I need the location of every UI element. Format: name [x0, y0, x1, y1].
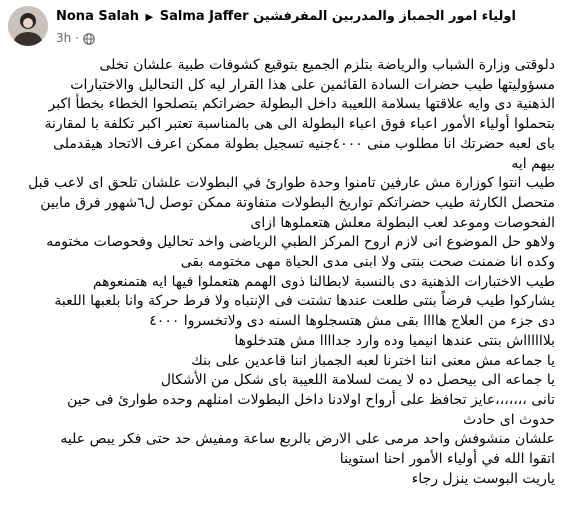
- group-name[interactable]: اولياء امور الجمباز والمدربين المفرفشين: [253, 9, 516, 24]
- post-text-line: دلوقتى وزارة الشباب والرياضة بتلزم الجميع بتوقيع كشوفات طبية علشان تخلى: [99, 57, 555, 73]
- post-text-line: بلااااااش بنتى عندها انيميا وده وارد جداااا مش هتدخلوها: [234, 332, 555, 349]
- post-text-line: الفحوصات وموعد لعب البطولة معلش هتعملوها ازاى: [250, 214, 555, 231]
- post-text-line: يا جماعه الى بيحصل ده لا يمت لسلامة اللعيبة باى شكل من الأشكال: [160, 372, 555, 389]
- post-text-line: بتحملوا أولياء الأمور اعباء فوق اعباء البطولة الى هى بالمناسبة تعتبر اكبر تكلفة با لمقارنة: [44, 116, 555, 133]
- post-text-line: يشاركوا طيب فرضاً بنتى طلعت عندها تشتت فى الإنتباه ولا فرط حركة وانا بلعبها اللعبة: [54, 293, 555, 310]
- post-text-line: ولاهو حل الموضوع انى لازم اروح المركز الطبي الرياضى واخد تحاليل وفحوصات مختومه: [46, 234, 555, 251]
- avatar-photo-icon: [8, 6, 48, 46]
- recipient-name[interactable]: Salma Jaffer: [159, 9, 249, 24]
- avatar[interactable]: [8, 6, 48, 46]
- post-text-line: دى جزء من العلاج هاااا بقى مش هتسجلوها السنه دى ولاتخسروا ٤٠٠٠: [149, 313, 555, 330]
- post-text-line: بيهم ايه: [511, 155, 555, 172]
- post-text-line: متحصل الكارثة طيب حضراتكم تواريخ البطولات متفاوتة ممكن توصل ل٦شهور فرق مابين: [40, 194, 555, 211]
- post-text-line: وكده انا ضمنت صحت بنتى ولا ابنى مدى الحياة مهى مختومه بقى: [180, 254, 555, 271]
- post-text-line: باى لعبه حضرتك انا مطلوب منى ٤٠٠٠جنيه تسجيل بطولة ممكن اعرف الاتحاد هيقدملى: [53, 135, 555, 152]
- meta-separator: ·: [75, 31, 80, 45]
- share-arrow-icon: ▶: [145, 12, 154, 23]
- post-text-line: حدوث اى حادث: [462, 411, 555, 428]
- post-text-line: يا جماعه مش معنى اننا اخترنا لعبه الجمباز اننا قاعدين على بنك: [191, 352, 555, 369]
- post-text-line: الذهنية دى وايه علاقتها بسلامة اللعيبة داخل البطولة حضراتكم بتصلحوا الخطاء بخطأ اكبر: [48, 96, 555, 113]
- author-line: [56, 8, 561, 27]
- author-name[interactable]: Nona Salah: [56, 9, 139, 24]
- post-meta: [56, 8, 561, 50]
- post-text-line: طيب الاختبارات الذهنية دى بالنسبة لابطالنا ذوى الهمم هتعملوا فيها ايه هتمنعوهم: [92, 273, 555, 290]
- post-text-line: ياريت البوست ينزل رجاء: [411, 470, 555, 487]
- post-text-line: اتقوا الله في أولياء الأمور احنا استوينا: [339, 451, 555, 468]
- globe-icon: [83, 32, 95, 50]
- post-text-line: مسؤوليتها طيب حضرات السادة القائمين على هذا القرار ليه كل التحاليل والاختبارات: [70, 76, 555, 93]
- post-subline: [56, 29, 561, 50]
- post-text-line: تانى ،،،،،،،عايز تحافظ على أرواح اولادنا داخل البطولات امنلهم وحده طوارئ فى حين: [67, 391, 555, 408]
- post-header: [8, 6, 561, 46]
- post-time[interactable]: 3h: [56, 31, 72, 45]
- post-body: [14, 56, 555, 489]
- post-text-line: طيب انتوا كوزارة مش عارفين تامنوا وحدة طوارئ في البطولات علشان تلحق اى لاعب قبل: [28, 175, 555, 192]
- post-text-line: علشان منشوفش واحد مرمى على الارض بالربع ساعة ومفيش حد حتى فكر يبص عليه: [60, 431, 555, 448]
